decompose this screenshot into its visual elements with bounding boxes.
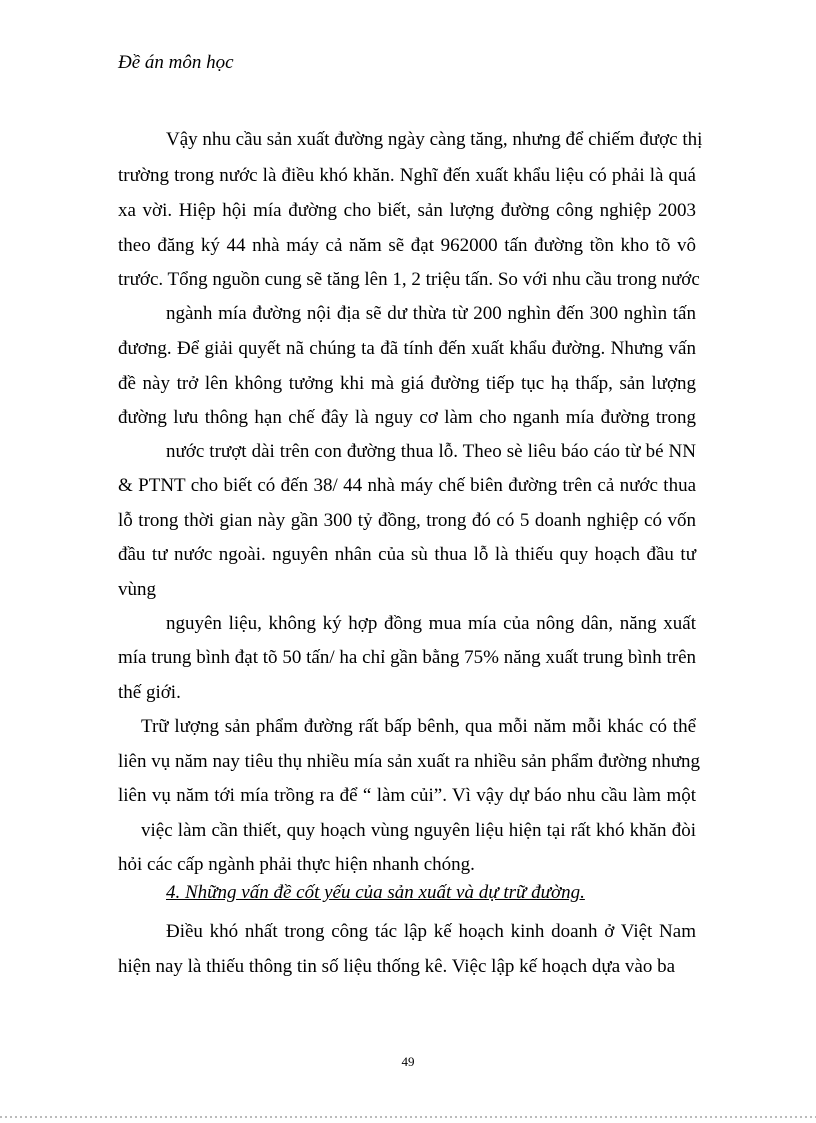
body-line: Điều khó nhất trong công tác lập kế hoạch kinh doanh ở Việt Nam: [166, 921, 696, 942]
document-header: Đề án môn học: [118, 52, 234, 73]
body-line: đường lưu thông hạn chế đây là nguy cơ làm cho nganh mía đường trong: [118, 407, 696, 428]
body-line: trường trong nước là điều khó khăn. Nghĩ đến xuất khẩu liệu có phải là quá: [118, 165, 696, 186]
body-line: xa vời. Hiệp hội mía đường cho biết, sản lượng đường công nghiệp 2003: [118, 200, 696, 221]
body-line: trước. Tổng nguồn cung sẽ tăng lên 1, 2 triệu tấn. So với nhu cầu trong nước: [118, 269, 700, 290]
body-line: & PTNT cho biết có đến 38/ 44 nhà máy chế biên đường trên cả nước thua: [118, 475, 696, 496]
body-line: nước trượt dài trên con đường thua lỗ. Theo sè liêu báo cáo từ bé NN: [166, 441, 696, 462]
page-number: 49: [401, 1054, 415, 1069]
body-line: việc làm cần thiết, quy hoạch vùng nguyên liệu hiện tại rất khó khăn đòi: [141, 820, 696, 841]
body-line: hiện nay là thiếu thông tin số liệu thống kê. Việc lập kế hoạch dựa vào ba: [118, 956, 676, 977]
body-line: liên vụ năm nay tiêu thụ nhiều mía sản xuất ra nhiều sản phẩm đường nhưng: [118, 751, 701, 772]
body-line: thế giới.: [118, 682, 181, 703]
section-heading: 4. Những vấn đề cốt yếu của sản xuất và dự trữ đường.: [166, 882, 585, 903]
body-line: Vậy nhu cầu sản xuất đường ngày càng tăng, nhưng để chiếm được thị: [166, 129, 703, 150]
body-line: nguyên liệu, không ký hợp đồng mua mía của nông dân, năng xuất: [166, 613, 696, 634]
body-line: liên vụ năm tới mía trồng ra để “ làm củi”. Vì vậy dự báo nhu cầu làm một: [118, 785, 696, 806]
body-line: hỏi các cấp ngành phải thực hiện nhanh chóng.: [118, 854, 475, 875]
body-line: theo đăng ký 44 nhà máy cả năm sẽ đạt 962000 tấn đường tồn kho tõ vô: [118, 235, 696, 256]
body-line: ngành mía đường nội địa sẽ dư thừa từ 200 nghìn đến 300 nghìn tấn: [166, 303, 696, 324]
body-line: mía trung bình đạt tõ 50 tấn/ ha chỉ gần bằng 75% năng xuất trung bình trên: [118, 647, 696, 668]
body-line: đầu tư nước ngoài. nguyên nhân của sù thua lỗ là thiếu quy hoạch đầu tư: [118, 544, 696, 565]
body-line: vùng: [118, 579, 156, 600]
body-line: đương. Để giải quyết nã chúng ta đã tính đến xuất khẩu đường. Nhưng vấn: [118, 338, 696, 359]
body-line: đề này trở lên không tưởng khi mà giá đường tiếp tục hạ thấp, sản lượng: [118, 373, 696, 394]
body-line: Trữ lượng sản phẩm đường rất bấp bênh, qua mỗi năm mỗi khác có thể: [141, 716, 696, 737]
body-line: lỗ trong thời gian này gần 300 tỷ đồng, trong đó có 5 doanh nghiệp có vốn: [118, 510, 696, 531]
bottom-border: [0, 1116, 816, 1118]
